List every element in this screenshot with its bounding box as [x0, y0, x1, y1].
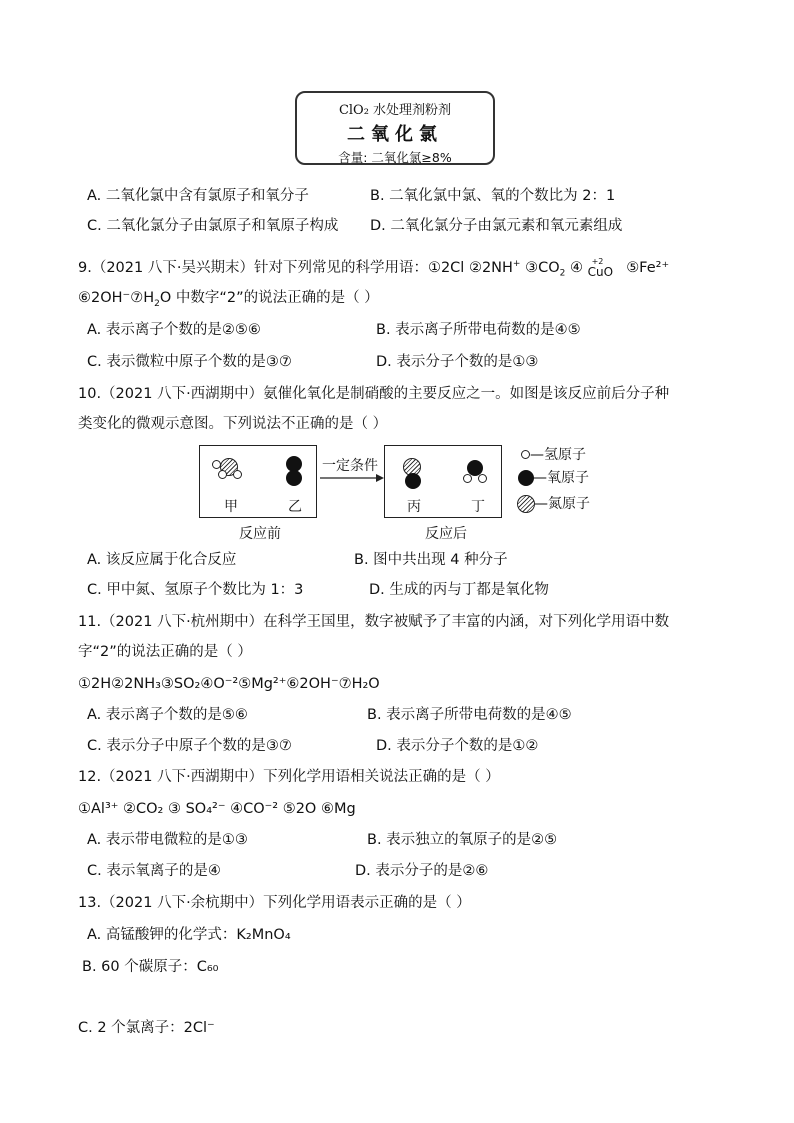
- q10-option-a: A. 该反应属于化合反应: [87, 552, 237, 568]
- oxygen-legend-icon: [518, 470, 534, 486]
- q12-symbols: ①Al³⁺ ②CO₂ ③ SO₄²⁻ ④CO⁻² ⑤2O ⑥Mg: [78, 801, 356, 817]
- reactants-box: [199, 445, 317, 518]
- q10-option-b: B. 图中共出现 4 种分子: [354, 552, 508, 568]
- q8-option-d: D. 二氧化氯分子由氯元素和氧元素组成: [370, 218, 623, 234]
- q11-option-a: A. 表示离子个数的是⑤⑥: [87, 707, 248, 723]
- label-yi: 乙: [288, 499, 302, 515]
- q9-option-c: C. 表示微粒中原子个数的是③⑦: [87, 354, 292, 370]
- reaction-arrow-icon: [318, 472, 386, 484]
- q13-option-b: B. 60 个碳原子：C₆₀: [82, 959, 219, 975]
- hydrogen-atom-icon: [478, 474, 487, 483]
- q11-option-d: D. 表示分子个数的是①②: [376, 738, 539, 754]
- q12-option-a: A. 表示带电微粒的是①③: [87, 832, 248, 848]
- q8-option-b: B. 二氧化氯中氯、氧的个数比为 2：1: [370, 188, 616, 204]
- q9-option-d: D. 表示分子个数的是①③: [376, 354, 539, 370]
- label-ding: 丁: [471, 499, 485, 515]
- hydrogen-atom-icon: [463, 474, 472, 483]
- q12-stem: 12.（2021 八下·西湖期中）下列化学用语相关说法正确的是（ ）: [78, 769, 500, 785]
- q8-option-c: C. 二氧化氯分子由氯原子和氧原子构成: [87, 218, 339, 234]
- q13-option-c: C. 2 个氯离子：2Cl⁻: [78, 1020, 215, 1036]
- q9-stem-line2: $⑥2OH^-⑦H_2O$ 中数字“2”的说法正确的是（ ）: [78, 290, 379, 309]
- q9-option-b: B. 表示离子所带电荷数的是④⑤: [376, 322, 581, 338]
- nitrogen-legend-icon: [517, 495, 535, 513]
- q11-stem-line2: 字“2”的说法正确的是（ ）: [78, 644, 252, 660]
- label-jia: 甲: [224, 499, 238, 515]
- reaction-condition: 一定条件: [322, 458, 378, 474]
- hydrogen-atom-icon: [218, 470, 227, 479]
- q10-stem-line1: 10.（2021 八下·西湖期中）氨催化氧化是制硝酸的主要反应之一。如图是该反应前后分子种: [78, 386, 670, 402]
- q11-option-c: C. 表示分子中原子个数的是③⑦: [87, 738, 292, 754]
- q10-option-c: C. 甲中氮、氢原子个数比为 1：3: [87, 582, 304, 598]
- q11-symbols: ①2H②2NH₃③SO₂④O⁻²⑤Mg²⁺⑥2OH⁻⑦H₂O: [78, 676, 380, 692]
- q9-stem-line1: 9.（2021 八下·吴兴期末）针对下列常见的科学用语：①2Cl ②2NH+ $③CO_2$ ④ +2 CuO ⑤Fe²⁺: [78, 256, 670, 279]
- q13-stem: 13.（2021 八下·余杭期中）下列化学用语表示正确的是（ ）: [78, 895, 471, 911]
- hydrogen-legend-icon: [521, 450, 530, 459]
- q8-option-a: A. 二氧化氯中含有氯原子和氧分子: [87, 188, 309, 204]
- q11-stem-line1: 11.（2021 八下·杭州期中）在科学王国里，数字被赋予了丰富的内涵，对下列化学用语中数: [78, 614, 670, 630]
- label-after: 反应后: [425, 526, 467, 542]
- q12-option-d: D. 表示分子的是②⑥: [355, 863, 489, 879]
- oxygen-atom-icon: [286, 470, 302, 486]
- label-before: 反应前: [239, 526, 281, 542]
- label-content: 含量: 二氧化氯≥8%: [338, 150, 452, 165]
- hydrogen-atom-icon: [233, 470, 242, 479]
- oxygen-atom-icon: [405, 473, 421, 489]
- products-box: [384, 445, 502, 518]
- product-label: [295, 91, 495, 165]
- q11-option-b: B. 表示离子所带电荷数的是④⑤: [367, 707, 572, 723]
- q12-option-b: B. 表示独立的氧原子的是②⑤: [367, 832, 558, 848]
- hydrogen-atom-icon: [212, 460, 221, 469]
- q12-option-c: C. 表示氧离子的是④: [87, 863, 221, 879]
- q9-option-a: A. 表示离子个数的是②⑤⑥: [87, 322, 261, 338]
- label-name: 二氧化氯: [347, 124, 443, 145]
- q10-option-d: D. 生成的丙与丁都是氧化物: [369, 582, 549, 598]
- q10-stem-line2: 类变化的微观示意图。下列说法不正确的是（ ）: [78, 416, 388, 432]
- q13-option-a: A. 高锰酸钾的化学式：K₂MnO₄: [87, 927, 291, 943]
- label-top-line: ClO₂ 水处理剂粉剂: [338, 103, 452, 118]
- label-bing: 丙: [407, 499, 421, 515]
- cuo-symbol: +2 CuO: [587, 256, 614, 279]
